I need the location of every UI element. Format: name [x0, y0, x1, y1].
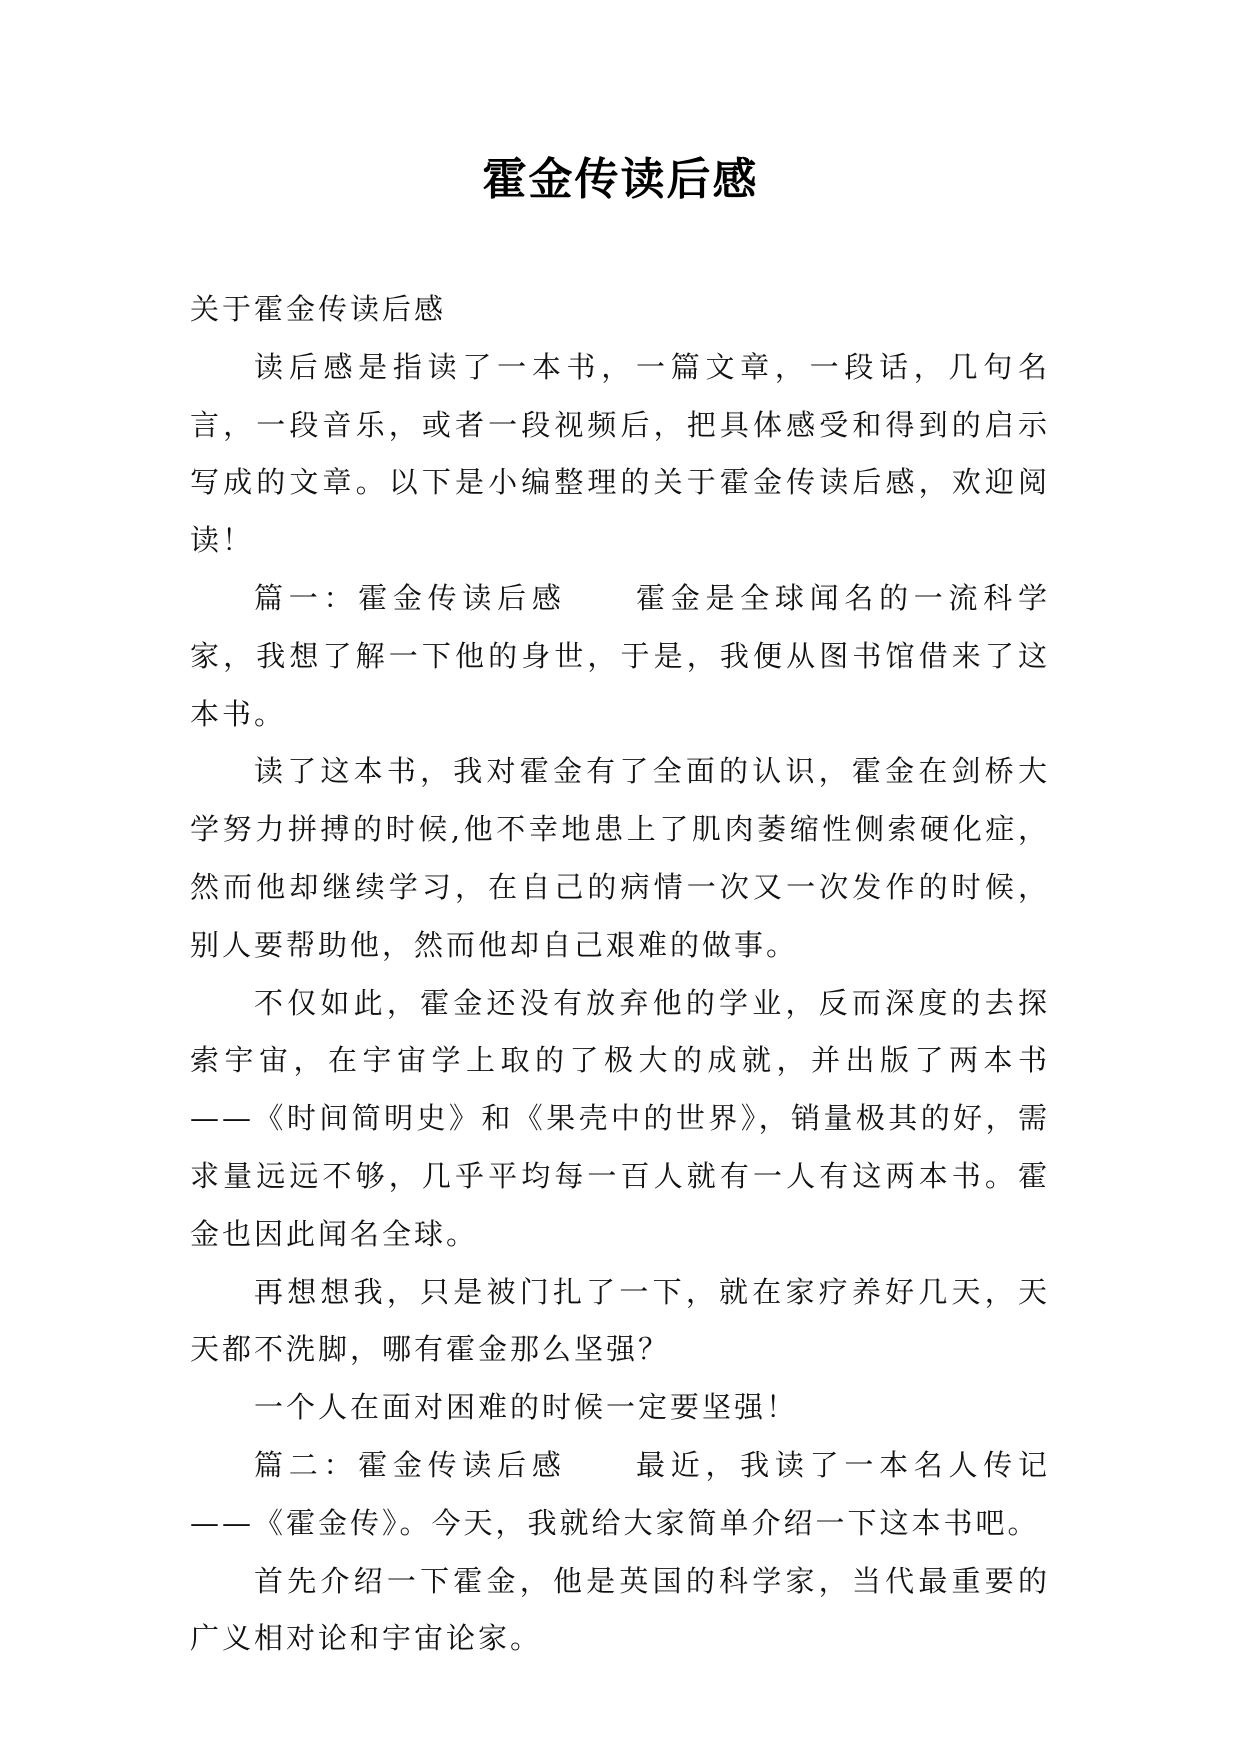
document-body	[190, 281, 1050, 1668]
paragraph: 篇一：霍金传读后感 霍金是全球闻名的一流科学家，我想了解一下他的身世，于是，我便从图书馆借来了这本书。	[190, 580, 1050, 731]
paragraph: 一个人在面对困难的时候一定要坚强！	[254, 1390, 799, 1425]
subtitle-line: 关于霍金传读后感	[190, 292, 447, 326]
document-title: 霍金传读后感	[482, 154, 759, 205]
paragraph: 首先介绍一下霍金，他是英国的科学家，当代最重要的广义相对论和宇宙论家。	[190, 1563, 1050, 1656]
paragraph: 读了这本书，我对霍金有了全面的认识，霍金在剑桥大学努力拼搏的时候,他不幸地患上了肌肉萎缩性侧索硬化症，然而他却继续学习，在自己的病情一次又一次发作的时候，别人要帮助他，然而他却自己艰难的做事。	[190, 754, 1050, 962]
paragraph: 不仅如此，霍金还没有放弃他的学业，反而深度的去探索宇宙，在宇宙学上取的了极大的成就，并出版了两本书——《时间简明史》和《果壳中的世界》，销量极其的好，需求量远远不够，几乎平均每一百人就有一人有这两本书。霍金也因此闻名全球。	[190, 985, 1050, 1251]
paragraph: 再想想我，只是被门扎了一下，就在家疗养好几天，天天都不洗脚，哪有霍金那么坚强？	[190, 1274, 1050, 1367]
paragraph: 读后感是指读了一本书，一篇文章，一段话，几句名言，一段音乐，或者一段视频后，把具体感受和得到的启示写成的文章。以下是小编整理的关于霍金传读后感，欢迎阅读！	[190, 349, 1050, 558]
paragraph: 篇二：霍金传读后感 最近，我读了一本名人传记——《霍金传》。今天，我就给大家简单介绍一下这本书吧。	[190, 1447, 1050, 1540]
